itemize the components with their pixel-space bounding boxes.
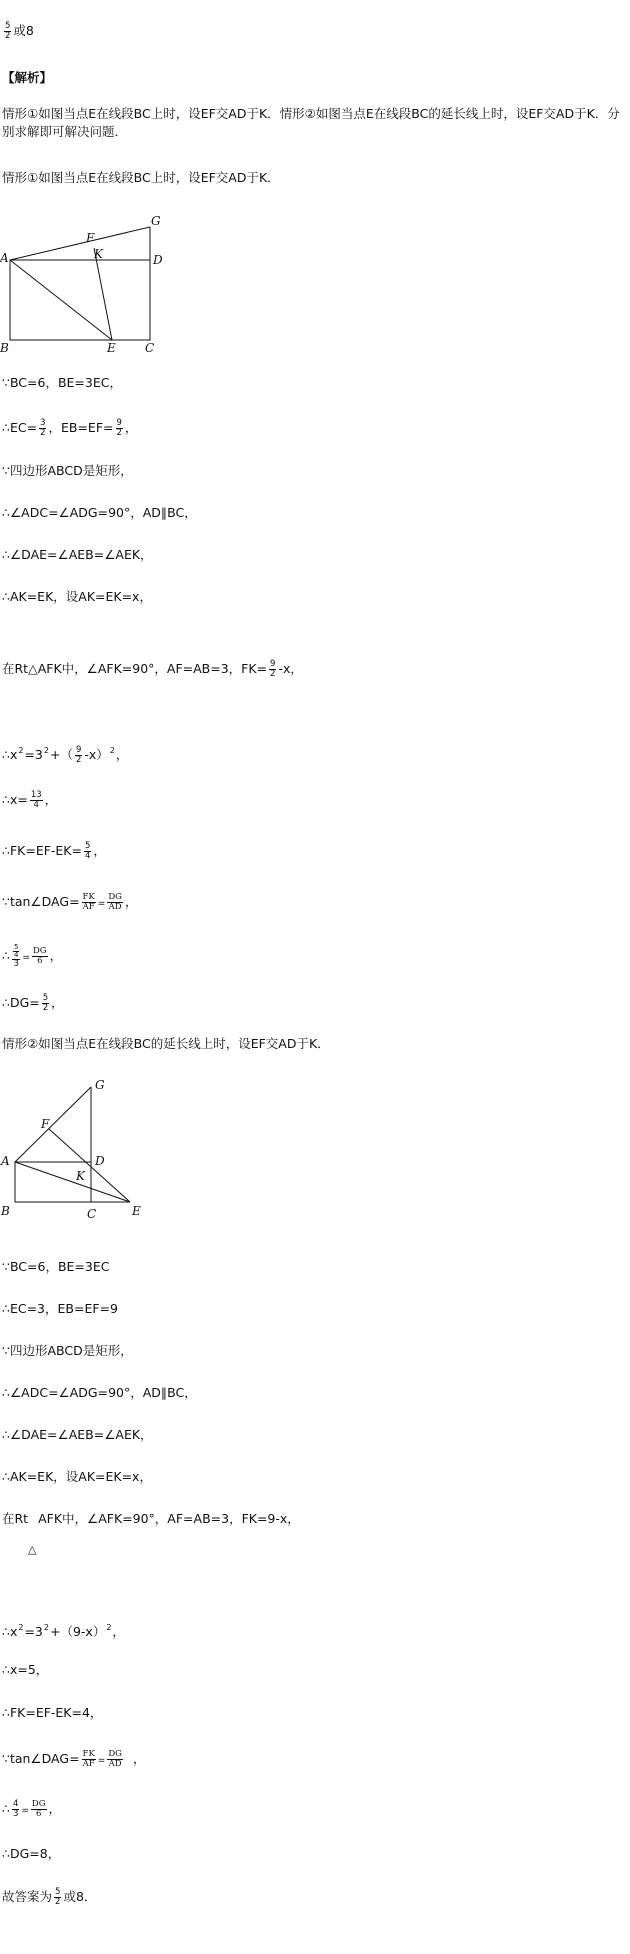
case1-step8: $\therefore x^2=3^2+$（ $\frac{9}{2}$ -x）$^2$， [2,745,129,765]
analysis-text: 情形①如图当点E在线段BC上时，设EF交AD于K．情形②如图当点E在线段BC的延长线上时，设EF交AD于K．分别求解即可解决问题． [2,106,620,139]
fraction: $\frac{5}{4}$ [84,841,91,861]
case2-step4: ∴∠ADC=∠ADG=90°，AD∥BC， [2,1385,197,1400]
fraction: $\frac{5}{4}$ [13,943,19,959]
line-ae [10,260,112,340]
case1-step10: ∴FK=EF-EK= $\frac{5}{4}$ ， [2,841,106,861]
answer-fraction: $\frac{5}{2}$ [5,21,11,41]
case2-step5: ∴∠DAE=∠AEB=∠AEK， [2,1427,153,1442]
fraction: $\frac{3}{2}$ [40,418,46,438]
fraction: $\frac{FK}{AF}$ [82,892,95,912]
case2-step11: ∵tan∠DAG= $\frac{FK}{AF}$ = $\frac{DG}{AD}$ ， [2,1749,146,1769]
fraction: $\frac{DG}{6}$ [31,1799,46,1819]
label-a: A [0,251,9,265]
fraction: $\frac{DG}{AD}$ [108,892,122,912]
label-b: B [0,341,9,352]
case1-step1: ∵BC=6，BE=3EC， [2,375,122,390]
fraction: $\frac{13}{4}$ [30,790,42,810]
line-ag [15,1087,91,1162]
label-e: E [107,341,116,352]
label-e: E [132,1204,141,1218]
conclusion: 故答案为 $\frac{5}{2}$ 或8． [2,1887,97,1907]
analysis-heading: 【解析】 [2,70,53,85]
label-d: D [95,1154,105,1168]
answer-tail: 或8 [13,23,34,38]
case1-step4: ∴∠ADC=∠ADG=90°，AD∥BC， [2,505,197,520]
case2-intro: 情形②如图当点E在线段BC的延长线上时，设EF交AD于K． [2,1036,330,1051]
label-a: A [1,1154,10,1168]
delta-symbol: △ [28,1543,37,1556]
case2-step13: ∴DG=8， [2,1846,61,1861]
case1-intro: 情形①如图当点E在线段BC上时，设EF交AD于K． [2,170,280,185]
fraction: $\frac{5}{2}$ [55,1887,61,1907]
fraction: $\frac{DG}{AD}$ [108,1749,122,1769]
case2-step7: 在Rt AFK中，∠AFK=90°，AF=AB=3，FK=9-x， [2,1511,300,1526]
case2-step6: ∴AK=EK，设AK=EK=x， [2,1469,152,1484]
compound-fraction: $\frac{\frac{5}{4}}{3}$ [13,943,19,969]
line-ae [15,1162,130,1202]
case2-step12: ∴ $\frac{4}{3}$ = $\frac{DG}{6}$ ， [2,1799,62,1819]
case1-step7: 在Rt△AFK中，∠AFK=90°，AF=AB=3，FK= $\frac{9}{2}$ -x， [2,659,303,679]
case1-step13: ∴DG= $\frac{5}{2}$ ， [2,993,64,1013]
line-ef [49,1129,130,1202]
case1-step3: ∵四边形ABCD是矩形， [2,463,133,478]
case1-step11: ∵tan∠DAG= $\frac{FK}{AF}$ = $\frac{DG}{AD}$ ， [2,892,138,912]
fraction: $\frac{9}{2}$ [75,745,82,765]
case1-step9: ∴x= $\frac{13}{4}$ ， [2,790,58,810]
fraction: $\frac{4}{3}$ [12,1799,19,1819]
fraction: $\frac{9}{2}$ [116,418,122,438]
label-c: C [145,341,155,352]
fraction: $\frac{FK}{AF}$ [82,1749,95,1769]
case2-step10: ∴FK=EF-EK=4， [2,1705,103,1720]
case1-step12: ∴ $\frac{\frac{5}{4}}{3}$ = $\frac{DG}{6}$ ， [2,943,63,969]
label-k: K [76,1169,85,1183]
line-ag [10,227,150,260]
rectangle-abcd [10,260,150,340]
label-k: K [94,247,103,261]
answer-line [2,22,34,41]
label-g: G [151,214,161,228]
label-c: C [87,1207,97,1221]
label-d: D [153,253,163,267]
fraction: $\frac{9}{2}$ [270,659,276,679]
case1-step6: ∴AK=EK，设AK=EK=x， [2,589,152,604]
fraction: $\frac{DG}{6}$ [32,946,47,966]
figure-case2 [0,1072,150,1232]
case2-step2: ∴EC=3，EB=EF=9 [2,1301,118,1316]
case1-step5: ∴∠DAE=∠AEB=∠AEK， [2,547,153,562]
case2-step1: ∵BC=6，BE=3EC [2,1259,110,1274]
label-f: F [86,231,95,245]
figure-case1 [0,212,170,352]
label-b: B [1,1204,10,1218]
case1-step2: ∴EC= $\frac{3}{2}$ ，EB=EF= $\frac{9}{2}$ ， [2,418,138,438]
case2-step9: ∴x=5， [2,1662,49,1677]
case2-step3: ∵四边形ABCD是矩形， [2,1343,133,1358]
line-ef [94,248,112,340]
label-g: G [95,1078,105,1092]
case2-step8: $\therefore x^2=3^2+(9-x)^2$， [2,1623,125,1639]
fraction: $\frac{5}{2}$ [42,993,49,1013]
label-f: F [41,1117,50,1131]
